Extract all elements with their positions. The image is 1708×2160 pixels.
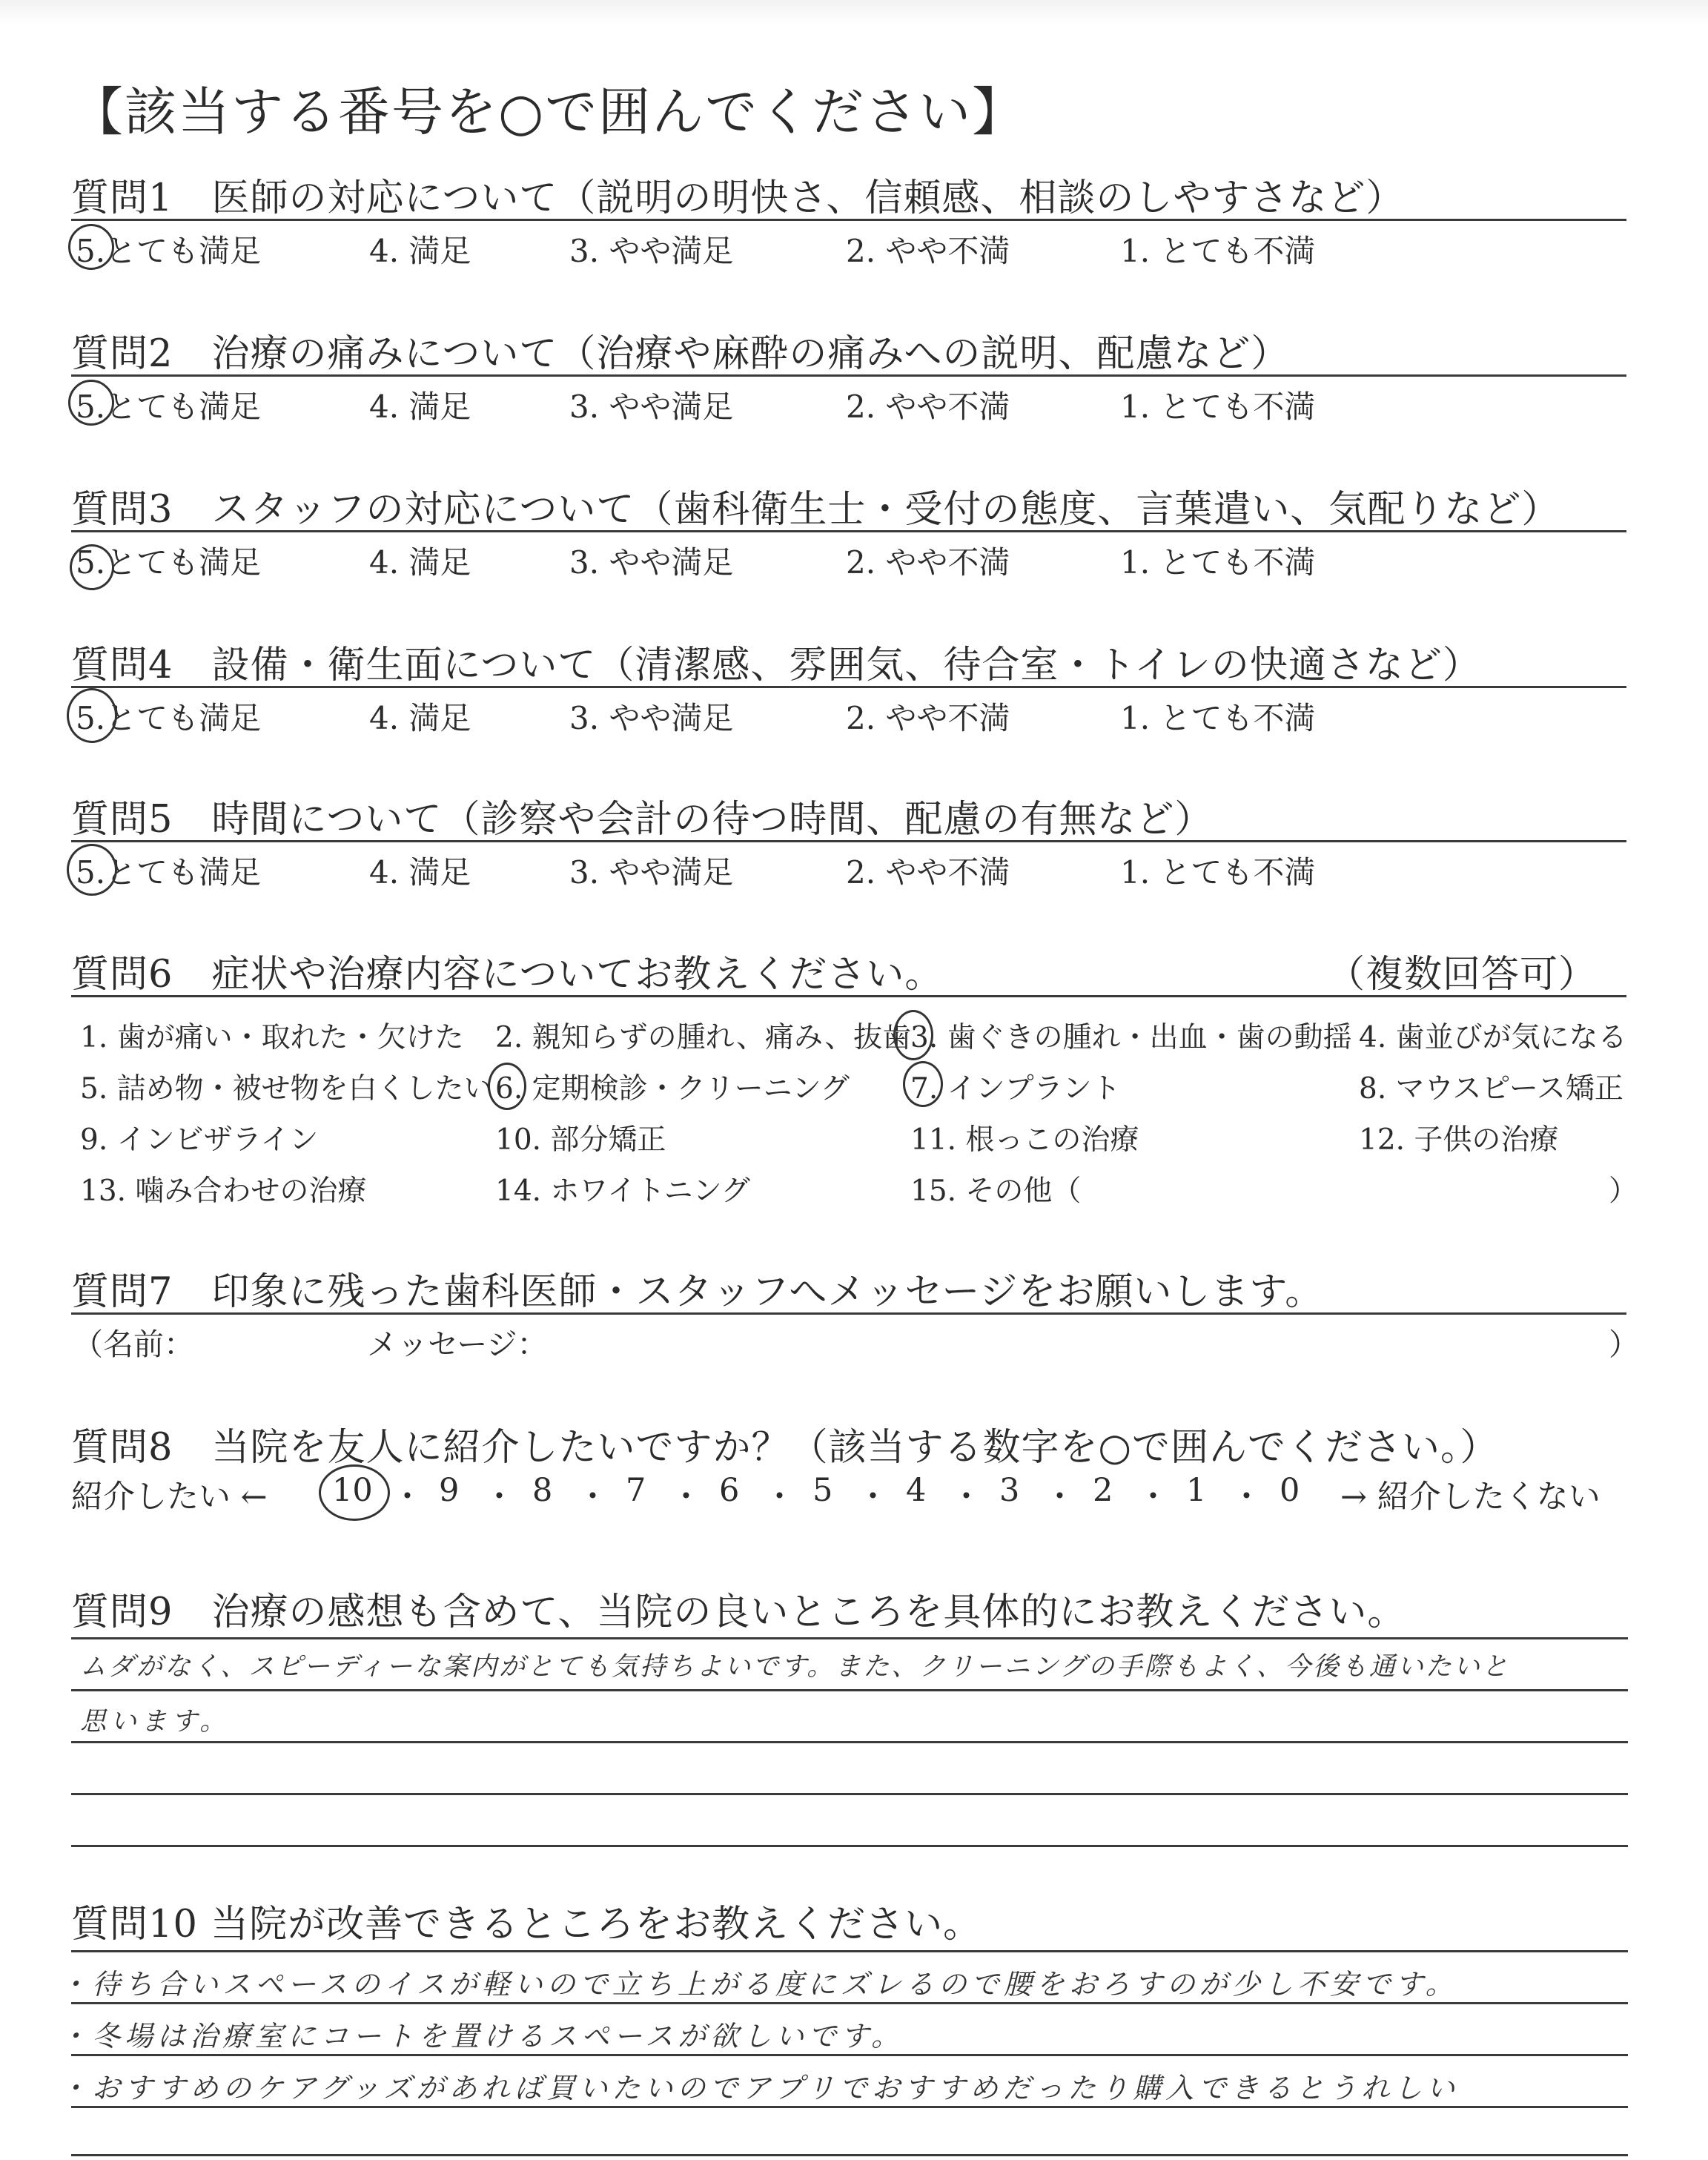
option-3[interactable]: 3. やや満足 [569, 854, 734, 891]
scale-10[interactable]: 10 [332, 1472, 373, 1509]
message-label: メッセージ： [367, 1327, 548, 1362]
q6-item-8[interactable]: 8. マウスピース矯正 [1359, 1072, 1623, 1106]
question-label: 質問1 医師の対応について（説明の明快さ、信頼感、相談のしやすさなど） [71, 176, 1405, 220]
scale-separator: ・ [483, 1479, 515, 1516]
option-5[interactable]: 5.とても満足 [76, 389, 262, 425]
answer-line [71, 1637, 1628, 1639]
answer-line [71, 1793, 1628, 1795]
answer-line [71, 1741, 1628, 1743]
option-3[interactable]: 3. やや満足 [569, 389, 734, 425]
scale-separator: ・ [857, 1479, 889, 1516]
selection-circle [67, 688, 117, 743]
name-label: （名前： [73, 1327, 194, 1362]
q6-item-5[interactable]: 5. 詰め物・被せ物を白くしたい [80, 1072, 493, 1106]
question-6-header [71, 943, 1626, 997]
page-title: 【該当する番号を○で囲んでください】 [71, 82, 1026, 142]
selection-circle-q6-3 [893, 1010, 933, 1060]
option-3[interactable]: 3. やや満足 [569, 233, 734, 269]
scale-left-label: 紹介したい ← [71, 1479, 268, 1516]
scale-separator: ・ [670, 1479, 702, 1516]
option-2[interactable]: 2. やや不満 [846, 389, 1010, 425]
options-row [71, 538, 1626, 581]
q10-handwritten-line-1: ・待ち合いスペースのイスが軽いので立ち上がる度にズレるので腰をおろすのが少し不安です。 [59, 1968, 1458, 2001]
scale-3[interactable]: 3 [999, 1472, 1020, 1509]
scale-7[interactable]: 7 [626, 1472, 646, 1509]
answer-line [71, 1950, 1628, 1952]
option-4[interactable]: 4. 満足 [369, 544, 471, 581]
message-close: ） [1609, 1327, 1639, 1362]
question-label: 質問3 スタッフの対応について（歯科衛生士・受付の態度、言葉遣い、気配りなど） [71, 488, 1560, 532]
question-7 [71, 1261, 1626, 1315]
q6-item-11[interactable]: 11. 根っこの治療 [910, 1123, 1139, 1157]
question-label: 質問8 当院を友人に紹介したいですか？（該当する数字を○で囲んでください。） [71, 1426, 1499, 1470]
option-4[interactable]: 4. 満足 [369, 389, 471, 425]
options-row [71, 848, 1626, 891]
option-1[interactable]: 1. とても不満 [1120, 389, 1316, 425]
question-9 [71, 1581, 1626, 1634]
q6-item-9[interactable]: 9. インビザライン [80, 1123, 319, 1157]
scale-separator: ・ [1044, 1479, 1076, 1516]
answer-line [71, 1689, 1628, 1691]
option-3[interactable]: 3. やや満足 [569, 544, 734, 581]
selection-circle [70, 544, 114, 590]
q6-item-13[interactable]: 13. 噛み合わせの治療 [80, 1175, 367, 1208]
answer-line [71, 2054, 1628, 2056]
option-4[interactable]: 4. 満足 [369, 700, 471, 736]
question-8 [71, 1416, 1626, 1470]
option-5[interactable]: 5.とても満足 [76, 233, 262, 269]
q9-handwritten-line-1: ムダがなく、スピーディーな案内がとても気持ちよいです。また、クリーニングの手際もよく、今後も通いたいと [80, 1652, 1510, 1682]
q6-item-10[interactable]: 10. 部分矯正 [495, 1123, 666, 1157]
scale-9[interactable]: 9 [439, 1472, 460, 1509]
question-label: 質問9 治療の感想も含めて、当院の良いところを具体的にお教えください。 [71, 1591, 1406, 1634]
q6-item-14[interactable]: 14. ホワイトニング [495, 1175, 750, 1208]
question-label: 質問2 治療の痛みについて（治療や麻酔の痛みへの説明、配慮など） [71, 332, 1290, 376]
question-3 [71, 478, 1626, 581]
question-label: 質問4 設備・衛生面について（清潔感、雰囲気、待合室・トイレの快適さなど） [71, 644, 1481, 687]
q9-handwritten-line-2: 思います。 [80, 1707, 231, 1737]
scan-top-edge [0, 0, 1708, 25]
q6-item-6[interactable]: 6. 定期検診・クリーニング [495, 1072, 850, 1106]
selection-circle [68, 380, 114, 426]
options-row [71, 383, 1626, 426]
question-10 [71, 1893, 1626, 1946]
q6-item-4[interactable]: 4. 歯並びが気になる [1359, 1021, 1627, 1054]
option-2[interactable]: 2. やや不満 [846, 700, 1010, 736]
scale-right-label: → 紹介したくない [1340, 1479, 1601, 1516]
q6-item-3[interactable]: 3. 歯ぐきの腫れ・出血・歯の動揺 [910, 1021, 1352, 1054]
q6-other-close: ） [1609, 1175, 1638, 1208]
scale-5[interactable]: 5 [812, 1472, 833, 1509]
option-3[interactable]: 3. やや満足 [569, 700, 734, 736]
selection-circle [67, 844, 117, 896]
scale-1[interactable]: 1 [1186, 1472, 1207, 1509]
answer-line [71, 2002, 1628, 2004]
question-2 [71, 323, 1626, 426]
option-4[interactable]: 4. 満足 [369, 854, 471, 891]
selection-circle-q6-7 [903, 1061, 943, 1107]
scale-separator: ・ [950, 1479, 982, 1516]
options-row [71, 227, 1626, 270]
option-2[interactable]: 2. やや不満 [846, 854, 1010, 891]
option-2[interactable]: 2. やや不満 [846, 544, 1010, 581]
scale-4[interactable]: 4 [906, 1472, 927, 1509]
q10-handwritten-line-3: ・おすすめのケアグッズがあれば買いたいのでアプリでおすすめだったり購入できるとうれしい [59, 2072, 1460, 2104]
scale-separator: ・ [391, 1479, 423, 1516]
question-label: 質問6 症状や治療内容についてお教えください。 [71, 953, 944, 997]
q10-handwritten-line-2: ・冬場は治療室にコートを置けるスペースが欲しいです。 [59, 2020, 904, 2052]
multiple-answer-note: （複数回答可） [1326, 953, 1597, 997]
option-4[interactable]: 4. 満足 [369, 233, 471, 269]
option-1[interactable]: 1. とても不満 [1120, 700, 1316, 736]
options-row [71, 694, 1626, 737]
scale-2[interactable]: 2 [1093, 1472, 1113, 1509]
answer-line [71, 1845, 1628, 1847]
q6-item-2[interactable]: 2. 親知らずの腫れ、痛み、抜歯 [495, 1021, 912, 1054]
q6-item-15[interactable]: 15. その他（ [910, 1175, 1082, 1208]
recommend-scale [71, 1472, 1628, 1516]
question-1 [71, 167, 1626, 270]
selection-circle-q8 [319, 1464, 390, 1521]
question-label: 質問7 印象に残った歯科医師・スタッフへメッセージをお願いします。 [71, 1270, 1324, 1314]
question-4 [71, 634, 1626, 737]
option-1[interactable]: 1. とても不満 [1120, 544, 1316, 581]
question-label: 質問5 時間について（診察や会計の待つ時間、配慮の有無など） [71, 798, 1214, 842]
answer-line [71, 2154, 1628, 2156]
selection-circle [68, 224, 114, 270]
question-5 [71, 788, 1626, 891]
q6-item-7[interactable]: 7. インプラント [910, 1072, 1121, 1106]
question-label: 質問10 当院が改善できるところをお教えください。 [71, 1903, 982, 1946]
q6-item-1[interactable]: 1. 歯が痛い・取れた・欠けた [80, 1021, 464, 1054]
answer-line [71, 2106, 1628, 2108]
option-2[interactable]: 2. やや不満 [846, 233, 1010, 269]
question-6 [71, 943, 1626, 997]
selection-circle-q6-6 [488, 1063, 526, 1110]
scale-separator: ・ [1231, 1479, 1262, 1516]
scale-8[interactable]: 8 [532, 1472, 553, 1509]
q6-item-12[interactable]: 12. 子供の治療 [1359, 1123, 1559, 1157]
option-5[interactable]: 5.とても満足 [76, 700, 262, 736]
scale-separator: ・ [1137, 1479, 1169, 1516]
scale-0[interactable]: 0 [1280, 1472, 1300, 1509]
scale-6[interactable]: 6 [719, 1472, 740, 1509]
option-5[interactable]: 5.とても満足 [76, 544, 262, 581]
scale-separator: ・ [764, 1479, 795, 1516]
option-5[interactable]: 5.とても満足 [76, 854, 262, 891]
option-1[interactable]: 1. とても不満 [1120, 854, 1316, 891]
scale-separator: ・ [577, 1479, 609, 1516]
option-1[interactable]: 1. とても不満 [1120, 233, 1316, 269]
